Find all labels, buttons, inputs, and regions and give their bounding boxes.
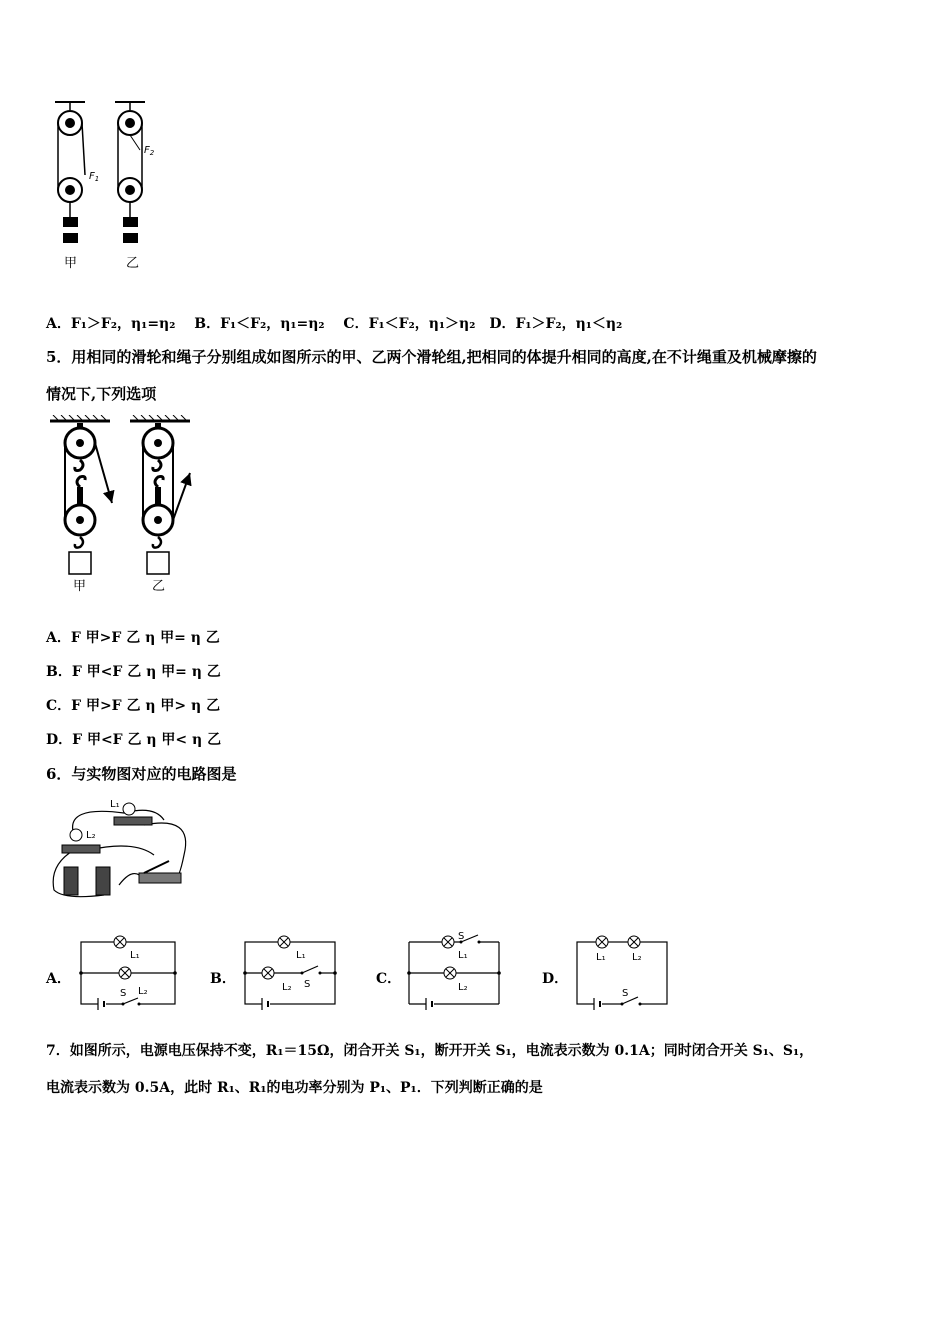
- lamp-icon: [119, 967, 131, 979]
- q6-d-l2: L₂: [632, 952, 642, 963]
- q6-circuit-c: [406, 930, 506, 1010]
- q5-right-pulley-system: [130, 415, 190, 594]
- q6-circuit-b: [242, 930, 342, 1010]
- q5-label-right: 乙: [152, 579, 166, 594]
- q6-choice-d: D．: [542, 971, 569, 987]
- lamp-icon: [596, 936, 608, 948]
- q6-choice-c: C．: [376, 971, 402, 987]
- q4-label-left: 甲: [64, 256, 78, 271]
- q5-left-pulley-system: [50, 415, 112, 594]
- q5-stem-line2: 情况下,下列选项: [46, 385, 157, 403]
- q6-choice-a: A．: [46, 971, 71, 987]
- q6-b-l1: L₁: [296, 950, 306, 961]
- q6-b-l2: L₂: [282, 982, 292, 993]
- q6-stem: 6．与实物图对应的电路图是: [46, 765, 237, 783]
- q6-choice-b: B．: [210, 971, 236, 987]
- q5-option-d: D．F 甲<F 乙 η 甲< η 乙: [46, 732, 222, 748]
- lamp-icon: [114, 936, 126, 948]
- q4-label-right: 乙: [126, 256, 140, 271]
- q4-options: A．F₁＞F₂，η₁=η₂ B．F₁＜F₂，η₁=η₂ C．F₁＜F₂，η₁＞η₂ D．F₁＞F₂，η₁＜η₂: [46, 316, 623, 332]
- q4-left-pulley-system: [55, 102, 99, 271]
- q6-a-s: S: [120, 988, 127, 999]
- q7-stem-line2: 电流表示数为 0.5A，此时 R₁、R₁的电功率分别为 P₁、P₁．下列判断正确的是: [46, 1080, 543, 1096]
- q5-pulley-figure: [45, 415, 205, 595]
- q6-d-s: S: [622, 988, 629, 999]
- lamp-icon: [278, 936, 290, 948]
- q6-c-s: S: [458, 931, 465, 942]
- lamp-icon: [262, 967, 274, 979]
- q5-option-a: A．F 甲>F 乙 η 甲= η 乙: [46, 630, 220, 646]
- q4-right-pulley-system: [115, 102, 155, 271]
- q6-photo-l2: L₂: [86, 830, 96, 841]
- q4-label-f2: $F_2$: [144, 145, 155, 157]
- q4-label-f1: $F_1$: [89, 171, 100, 183]
- q6-d-l1: L₁: [596, 952, 606, 963]
- q6-circuit-d: [574, 930, 674, 1010]
- q5-option-b: B．F 甲<F 乙 η 甲= η 乙: [46, 664, 221, 680]
- q5-label-left: 甲: [73, 579, 87, 594]
- q5-option-c: C．F 甲>F 乙 η 甲> η 乙: [46, 698, 221, 714]
- q6-photo-l1: L₁: [110, 799, 120, 810]
- lamp-icon: [442, 936, 454, 948]
- q6-b-s: S: [304, 979, 311, 990]
- lamp-icon: [444, 967, 456, 979]
- q6-a-l2: L₂: [138, 986, 148, 997]
- lamp-icon: [628, 936, 640, 948]
- q6-a-l1: L₁: [130, 950, 140, 961]
- q5-stem-line1: 5．用相同的滑轮和绳子分别组成如图所示的甲、乙两个滑轮组,把相同的体提升相同的高度,在不计绳重及机械摩擦的: [46, 348, 817, 366]
- q6-c-l1: L₁: [458, 950, 468, 961]
- q7-stem-line1: 7．如图所示，电源电压保持不变，R₁＝15Ω，闭合开关 S₁，断开开关 S₁，电流表示数为 0.1A；同时闭合开关 S₁、S₁，: [46, 1043, 814, 1059]
- q4-pulley-figure: [40, 95, 180, 275]
- q6-physical-circuit: [44, 795, 194, 905]
- q6-c-l2: L₂: [458, 982, 468, 993]
- q6-circuit-a: [78, 930, 178, 1010]
